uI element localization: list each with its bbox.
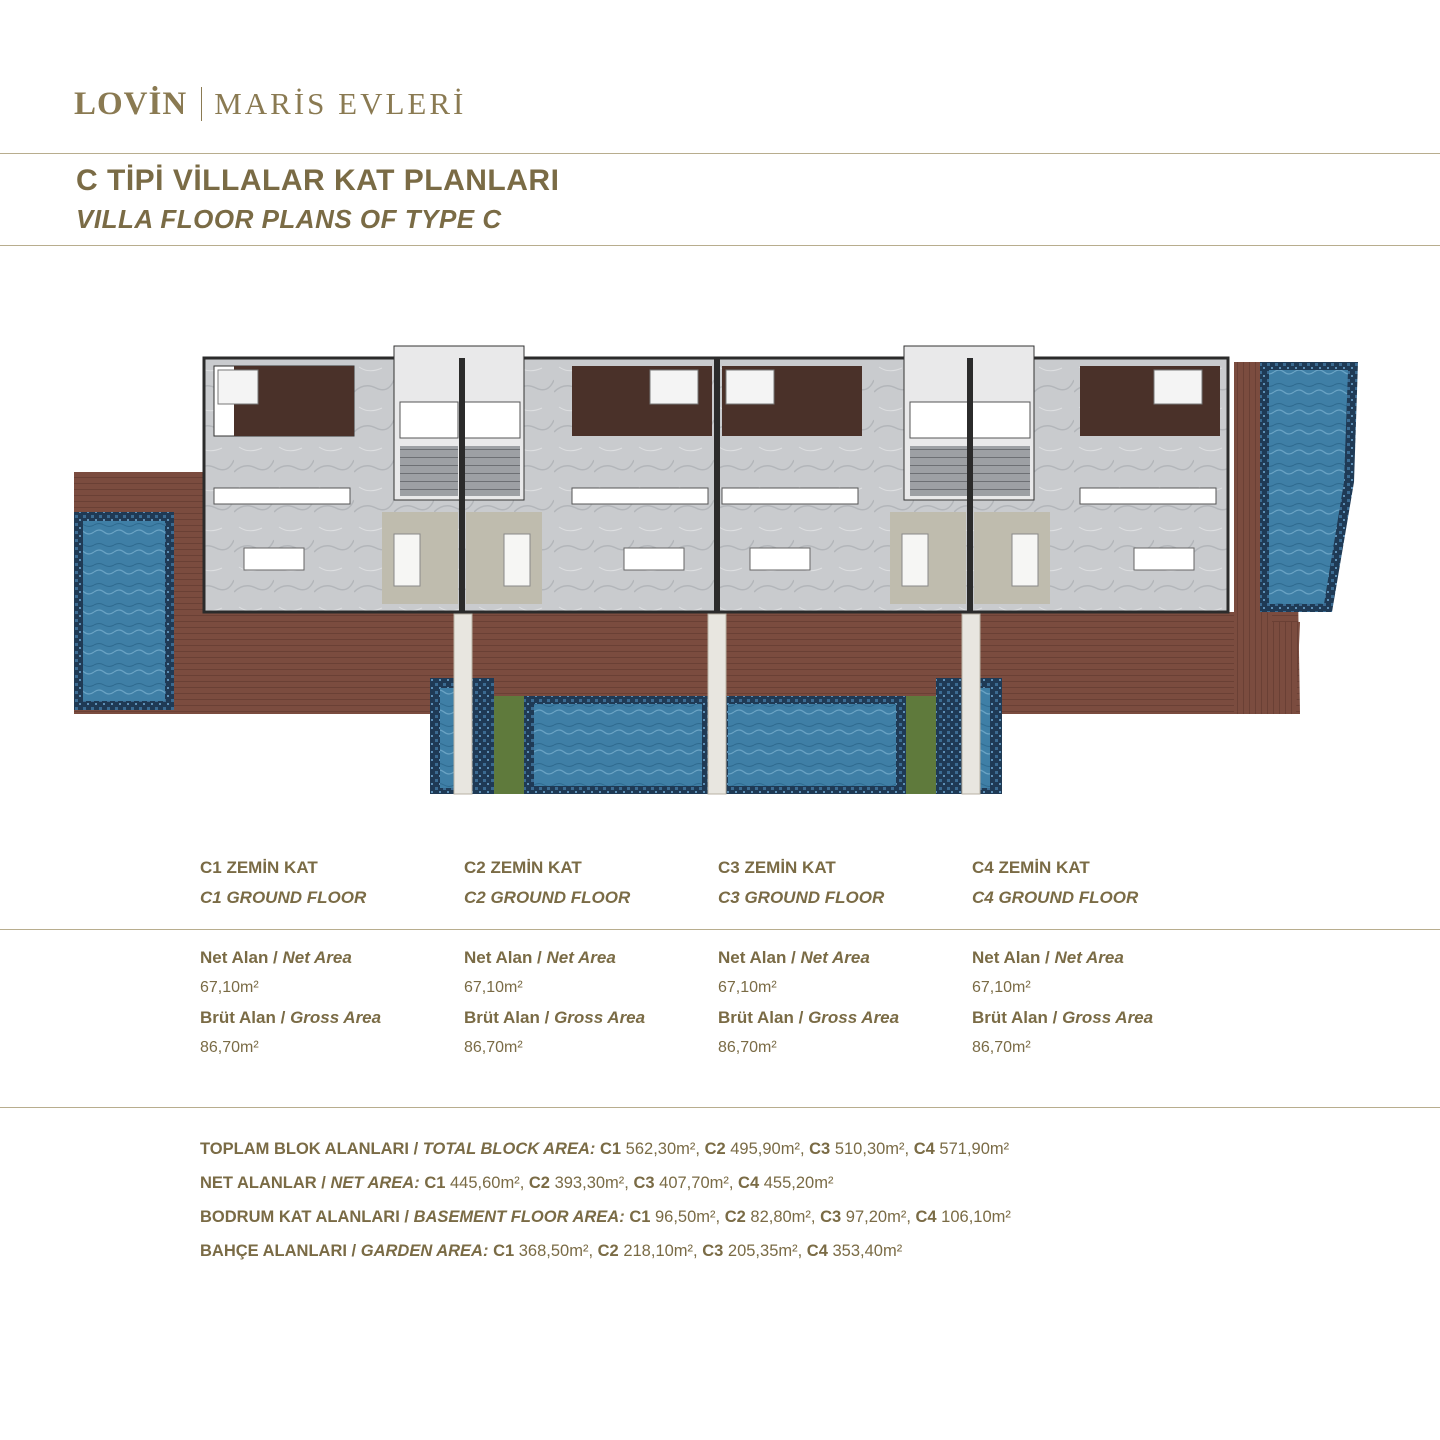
net-area-value: 67,10m² [200, 979, 259, 996]
unit-c1-areas [200, 948, 460, 1068]
gross-area-label: Brüt Alan / Gross Area [718, 1008, 900, 1027]
gross-area-value: 86,70m² [200, 1039, 259, 1056]
brand-subtitle: MARİS EVLERİ [214, 86, 467, 121]
divider-title [0, 245, 1440, 246]
gross-area-value: 86,70m² [718, 1039, 777, 1056]
gross-area-label: Brüt Alan / Gross Area [464, 1008, 646, 1027]
net-area-label: Net Alan / Net Area [200, 948, 352, 967]
logo-divider [201, 87, 202, 121]
unit-title-tr: C4 ZEMİN KAT [972, 858, 1090, 877]
brand-logo [74, 84, 466, 124]
divider-totals [0, 1107, 1440, 1108]
unit-title-en: C3 GROUND FLOOR [718, 888, 885, 907]
net-area-label: Net Alan / Net Area [718, 948, 870, 967]
gross-area-label: Brüt Alan / Gross Area [972, 1008, 1154, 1027]
gross-area-value: 86,70m² [464, 1039, 523, 1056]
unit-c2-areas [464, 948, 724, 1068]
unit-c4-areas [972, 948, 1232, 1068]
total-row-block: TOPLAM BLOK ALANLARI / TOTAL BLOCK AREA: C1 562,30m², C2 495,90m², C3 510,30m², C4 571,90m² [200, 1140, 1010, 1158]
gross-area-value: 86,70m² [972, 1039, 1031, 1056]
unit-c4 [972, 858, 1232, 908]
page-subtitle: VILLA FLOOR PLANS OF TYPE C [76, 204, 502, 234]
brand-name: LOVİN [74, 85, 188, 122]
net-area-label: Net Alan / Net Area [972, 948, 1124, 967]
total-row-garden: BAHÇE ALANLARI / GARDEN AREA: C1 368,50m², C2 218,10m², C3 205,35m², C4 353,40m² [200, 1242, 903, 1260]
unit-title-tr: C1 ZEMİN KAT [200, 858, 318, 877]
divider-top [0, 153, 1440, 154]
unit-c3-areas [718, 948, 978, 1068]
divider-units [0, 929, 1440, 930]
net-area-value: 67,10m² [972, 979, 1031, 996]
page-title: C TİPİ VİLLALAR KAT PLANLARI [76, 164, 560, 197]
area-totals [200, 1138, 1300, 1274]
unit-title-tr: C2 ZEMİN KAT [464, 858, 582, 877]
unit-c3 [718, 858, 978, 908]
unit-title-en: C2 GROUND FLOOR [464, 888, 631, 907]
total-row-net: NET ALANLAR / NET AREA: C1 445,60m², C2 393,30m², C3 407,70m², C4 455,20m² [200, 1174, 834, 1192]
net-area-value: 67,10m² [718, 979, 777, 996]
unit-title-en: C4 GROUND FLOOR [972, 888, 1139, 907]
unit-c2 [464, 858, 724, 908]
unit-c1 [200, 858, 460, 908]
net-area-value: 67,10m² [464, 979, 523, 996]
unit-title-tr: C3 ZEMİN KAT [718, 858, 836, 877]
unit-title-en: C1 GROUND FLOOR [200, 888, 367, 907]
net-area-label: Net Alan / Net Area [464, 948, 616, 967]
gross-area-label: Brüt Alan / Gross Area [200, 1008, 382, 1027]
floor-plan-illustration [74, 322, 1358, 796]
total-row-basement: BODRUM KAT ALANLARI / BASEMENT FLOOR AREA: C1 96,50m², C2 82,80m², C3 97,20m², C4 106,10m² [200, 1208, 1011, 1226]
